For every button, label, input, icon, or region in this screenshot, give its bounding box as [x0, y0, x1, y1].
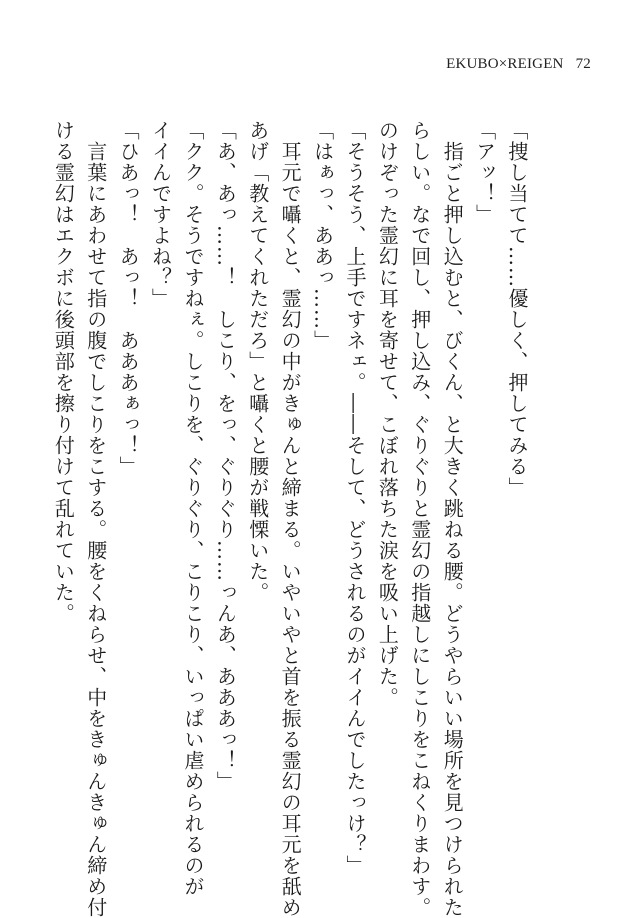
text-line: 指ごと押し込むと、びくん、と大きく跳ねる腰。どうやらいい場所を見つけられた	[440, 120, 465, 918]
text-line: イイんですよね？」	[148, 120, 173, 309]
text-line: 「あ、あっ……！ しこり、をっ、ぐりぐり……っんあ、あああっ！」	[213, 120, 238, 792]
text-line: 「ひあっ！ あっ！ あああぁっ！」	[116, 120, 141, 477]
text-line: 言葉にあわせて指の腹でしこりをこする。腰をくねらせ、中をきゅんきゅん締め付	[83, 120, 108, 918]
text-line: 「捜し当てて……優しく、押してみる」	[505, 120, 529, 498]
text-line: 耳元で囁くと、霊幻の中がきゅんと締まる。いやいやと首を振る霊幻の耳元を舐め	[278, 120, 303, 918]
vertical-body-text	[47, 120, 533, 918]
text-line: 「そうそう、上手ですネェ。――そして、どうされるのがイイんでしたっけ？」	[342, 120, 367, 876]
text-line: 「アッ！」	[472, 120, 497, 225]
running-title: EKUBO×REIGEN	[446, 56, 564, 72]
text-line: 「はぁっ、ああっ……」	[310, 120, 335, 351]
text-line: あげ「教えてくれただろ」と囁くと腰が戦慄いた。	[245, 120, 270, 603]
text-line: ける霊幻はエクボに後頭部を擦り付けて乱れていた。	[51, 120, 76, 624]
text-line: らしい。なで回し、押し込み、ぐりぐりと霊幻の指越しにしこりをこねくりまわす。	[407, 120, 432, 918]
page-number: 72	[575, 56, 591, 72]
running-header	[446, 56, 591, 73]
text-line: 「クク。そうですねぇ。しこりを、ぐりぐり、こりこり、いっぱい虐められるのが	[180, 120, 205, 897]
text-line: のけぞった霊幻に耳を寄せて、こぼれ落ちた涙を吸い上げた。	[375, 120, 400, 708]
